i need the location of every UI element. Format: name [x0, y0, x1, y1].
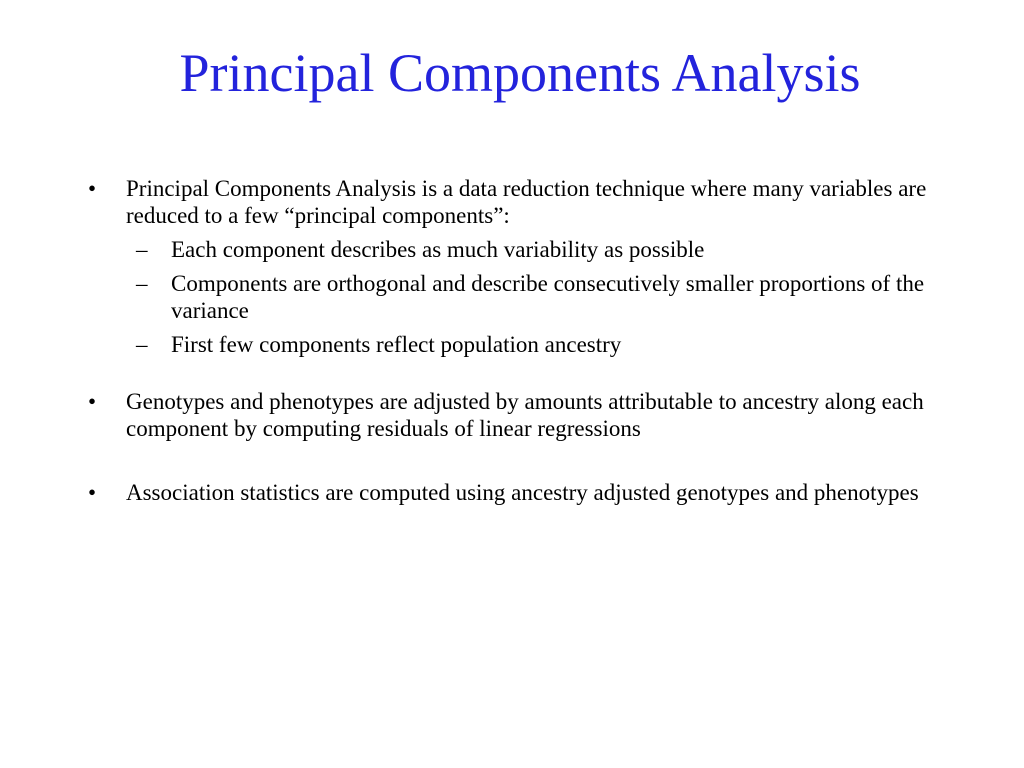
bullet-text: Genotypes and phenotypes are adjusted by amounts attributable to ancestry along each component by computing residuals of linear regressions [126, 389, 924, 441]
sub-bullet-text: Each component describes as much variability as possible [171, 237, 705, 262]
bullet-icon: • [88, 389, 97, 414]
bullet-text: Association statistics are computed using ancestry adjusted genotypes and phenotypes [126, 480, 919, 505]
bullet-icon: • [88, 480, 97, 505]
bullet-list [88, 175, 948, 506]
bullet-icon: • [88, 176, 97, 201]
dash-icon: – [136, 271, 148, 296]
bullet-item-adjustment [88, 388, 948, 442]
sub-bullet-item [126, 236, 948, 263]
bullet-item-association [88, 479, 948, 506]
sub-bullet-text: First few components reflect population ancestry [171, 332, 622, 357]
dash-icon: – [136, 237, 148, 262]
sub-bullet-item [126, 331, 948, 358]
bullet-text: Principal Components Analysis is a data reduction technique where many variables are reduced to a few “principal components”: [126, 176, 927, 228]
bullet-item-pca-definition [88, 175, 948, 358]
slide-title: Principal Components Analysis [179, 43, 861, 103]
sub-bullet-text: Components are orthogonal and describe consecutively smaller proportions of the variance [171, 271, 925, 323]
dash-icon: – [136, 332, 148, 357]
sub-bullet-list [126, 236, 948, 358]
sub-bullet-item [126, 270, 948, 324]
